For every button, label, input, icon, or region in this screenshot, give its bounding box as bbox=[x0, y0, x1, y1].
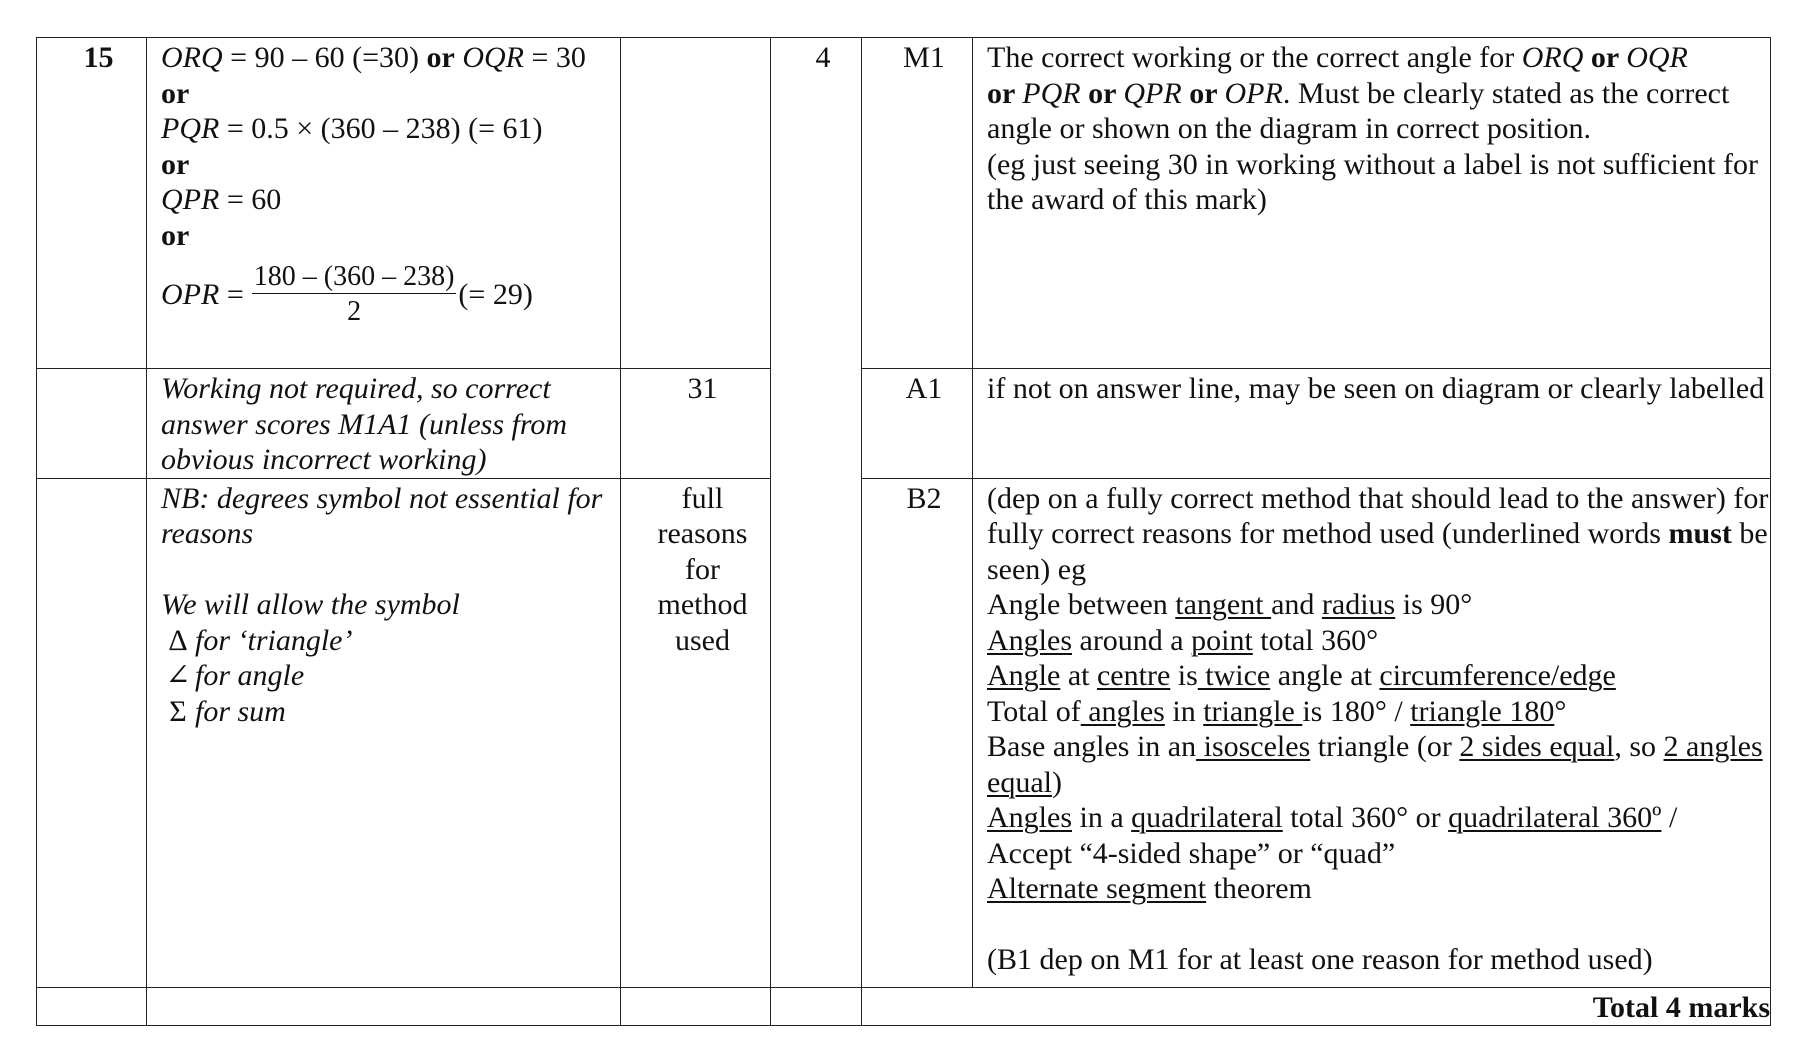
key-word: angles bbox=[1080, 694, 1165, 728]
reason-text: at bbox=[1060, 659, 1097, 692]
or-label: or bbox=[1080, 76, 1124, 110]
angle-label: ORQ bbox=[1521, 41, 1584, 74]
key-word: 2 sides equal bbox=[1459, 730, 1615, 763]
reason-text: Total of bbox=[987, 694, 1081, 728]
working-cell bbox=[147, 38, 621, 369]
reason-text: , so bbox=[1614, 730, 1664, 763]
working-note: We will allow the symbol bbox=[161, 588, 460, 621]
guidance-text: . Must be clearly stated as the correct angle or shown on the diagram in correct position. bbox=[987, 76, 1730, 145]
guidance-text: (dep on a fully correct method that should lead to the answer) for fully correct reasons for method used (underlined words bbox=[987, 481, 1769, 550]
angle-label: OQR bbox=[454, 41, 524, 74]
guidance-text: be seen) eg bbox=[987, 517, 1768, 586]
working-cell bbox=[147, 369, 621, 479]
reason-line bbox=[987, 587, 1770, 623]
empty-cell bbox=[621, 987, 771, 1026]
question-number bbox=[37, 369, 147, 479]
working-cell bbox=[147, 478, 621, 987]
mark-code: A1 bbox=[905, 372, 943, 405]
answer-cell bbox=[621, 478, 771, 987]
fraction-line bbox=[161, 261, 620, 328]
answer-cell bbox=[621, 369, 771, 479]
empty-cell bbox=[37, 987, 147, 1026]
key-word: Angles bbox=[987, 801, 1072, 834]
reason-text: angle at bbox=[1270, 659, 1380, 692]
guidance-text: The correct working or the correct angle for bbox=[987, 41, 1522, 74]
or-label: or bbox=[987, 76, 1023, 110]
symbol-meaning: for sum bbox=[195, 694, 286, 728]
answer-text: full bbox=[681, 481, 724, 515]
angle-label: QPR bbox=[161, 183, 220, 216]
marks-value: 4 bbox=[815, 41, 831, 74]
equals-sign: = bbox=[219, 277, 244, 311]
reason-text: triangle (or bbox=[1310, 730, 1460, 763]
fraction-numerator: 180 – (360 – 238) bbox=[253, 261, 455, 292]
marks-cell bbox=[771, 38, 862, 988]
reason-line bbox=[987, 694, 1770, 730]
answer-text: reasons bbox=[657, 517, 748, 550]
angle-label: QPR bbox=[1123, 76, 1182, 110]
working-text: = 90 – 60 (=30) bbox=[222, 41, 427, 74]
empty-cell bbox=[147, 987, 621, 1026]
reason-text: and bbox=[1271, 588, 1322, 621]
key-word: point bbox=[1191, 623, 1253, 657]
symbol-line bbox=[161, 694, 620, 730]
angle-label: OPR bbox=[1224, 76, 1283, 110]
reason-text: is bbox=[1170, 659, 1198, 692]
symbol-meaning: for ‘triangle’ bbox=[195, 623, 353, 657]
key-word: triangle 180 bbox=[1410, 694, 1555, 728]
angle-label: ORQ bbox=[161, 41, 223, 74]
reason-text: in bbox=[1164, 694, 1204, 728]
angle-label: OQR bbox=[1626, 41, 1688, 74]
mark-code: M1 bbox=[903, 41, 945, 74]
guidance-text: (eg just seeing 30 in working without a label is not sufficient for the award of this mark) bbox=[987, 147, 1758, 216]
angle-label: PQR bbox=[1022, 76, 1081, 110]
answer-text: method bbox=[657, 588, 748, 621]
or-label: or bbox=[426, 41, 455, 74]
or-label: or bbox=[1181, 76, 1225, 110]
symbol-line bbox=[161, 658, 620, 694]
table-row bbox=[37, 478, 1771, 987]
working-text: = 60 bbox=[219, 183, 282, 216]
total-marks: Total 4 marks bbox=[1592, 990, 1770, 1024]
key-word: Alternate segment bbox=[987, 872, 1207, 905]
reason-line: Accept “4-sided shape” or “quad” bbox=[987, 836, 1396, 870]
answer-text: used bbox=[675, 623, 730, 657]
symbol-meaning: for angle bbox=[195, 659, 305, 692]
symbol-line bbox=[161, 623, 620, 659]
reason-line bbox=[987, 623, 1770, 659]
mark-code-cell bbox=[862, 38, 973, 369]
reason-text: Angle between bbox=[987, 588, 1176, 621]
reason-text: Base angles in an bbox=[987, 730, 1197, 763]
angle-label: PQR bbox=[161, 112, 220, 145]
key-word: Angles bbox=[987, 623, 1072, 657]
working-text: = 0.5 × (360 – 238) (= 61) bbox=[219, 112, 543, 145]
sigma-symbol: Σ bbox=[169, 694, 187, 728]
answer-value: 31 bbox=[687, 372, 718, 405]
key-word: 2 angles equal bbox=[987, 730, 1763, 799]
key-word: quadrilateral 360º bbox=[1448, 801, 1662, 834]
key-word: circumference/edge bbox=[1379, 659, 1616, 692]
reason-text: around a bbox=[1072, 623, 1192, 657]
or-label: or bbox=[1583, 41, 1627, 74]
reason-text: is 180° / bbox=[1302, 694, 1411, 728]
key-word: tangent bbox=[1175, 588, 1272, 621]
working-line bbox=[161, 111, 620, 147]
working-text: (= 29) bbox=[458, 277, 533, 311]
reason-text: ° bbox=[1554, 694, 1567, 728]
emphasis-text: must bbox=[1668, 517, 1732, 550]
guidance-cell bbox=[973, 478, 1771, 987]
reason-text: is 90° bbox=[1395, 588, 1473, 621]
working-text: = 30 bbox=[523, 41, 586, 74]
fraction-denominator: 2 bbox=[347, 296, 362, 327]
reason-text: total 360° or bbox=[1282, 801, 1449, 834]
mark-code-cell bbox=[862, 369, 973, 479]
reason-line bbox=[987, 800, 1770, 836]
working-note: NB: degrees symbol not essential for reasons bbox=[161, 481, 603, 550]
mark-code: B2 bbox=[906, 481, 942, 515]
triangle-symbol: Δ bbox=[168, 623, 188, 657]
reason-text: theorem bbox=[1206, 872, 1312, 905]
key-word: triangle bbox=[1203, 694, 1303, 728]
answer-text: for bbox=[685, 552, 720, 586]
key-word: isosceles bbox=[1196, 730, 1311, 763]
reason-line bbox=[987, 658, 1770, 694]
table-row bbox=[37, 38, 1771, 369]
guidance-cell bbox=[973, 38, 1771, 369]
angle-label: OPR bbox=[161, 277, 220, 311]
reason-text: ) bbox=[1051, 765, 1062, 799]
total-row bbox=[37, 987, 1771, 1026]
table-row bbox=[37, 369, 1771, 479]
or-label: or bbox=[161, 76, 190, 110]
key-word: centre bbox=[1096, 659, 1171, 692]
key-word: radius bbox=[1321, 588, 1396, 621]
working-line bbox=[161, 182, 620, 218]
reason-text: in a bbox=[1072, 801, 1132, 834]
key-word: twice bbox=[1197, 659, 1271, 692]
answer-cell bbox=[621, 38, 771, 369]
guidance-text: if not on answer line, may be seen on diagram or clearly labelled bbox=[987, 372, 1765, 405]
question-number-text: 15 bbox=[83, 41, 114, 74]
angle-symbol: ∠ bbox=[165, 659, 191, 692]
reason-line bbox=[987, 729, 1770, 800]
key-word: quadrilateral bbox=[1131, 801, 1283, 834]
working-note: Working not required, so correct answer scores M1A1 (unless from obvious incorrect working) bbox=[161, 372, 568, 476]
working-line bbox=[161, 40, 620, 76]
fraction bbox=[252, 261, 457, 328]
mark-code-cell bbox=[862, 478, 973, 987]
mark-scheme-table bbox=[36, 37, 1771, 1026]
or-label: or bbox=[161, 147, 190, 181]
empty-cell bbox=[771, 987, 862, 1026]
reason-line bbox=[987, 871, 1770, 907]
guidance-cell bbox=[973, 369, 1771, 479]
key-word: Angle bbox=[987, 659, 1061, 692]
guidance-text: (B1 dep on M1 for at least one reason for method used) bbox=[987, 943, 1653, 976]
or-label: or bbox=[161, 218, 190, 252]
question-number bbox=[37, 478, 147, 987]
question-number bbox=[37, 38, 147, 369]
reason-text: / bbox=[1661, 801, 1678, 834]
total-cell bbox=[862, 987, 1771, 1026]
reason-text: total 360° bbox=[1252, 623, 1379, 657]
